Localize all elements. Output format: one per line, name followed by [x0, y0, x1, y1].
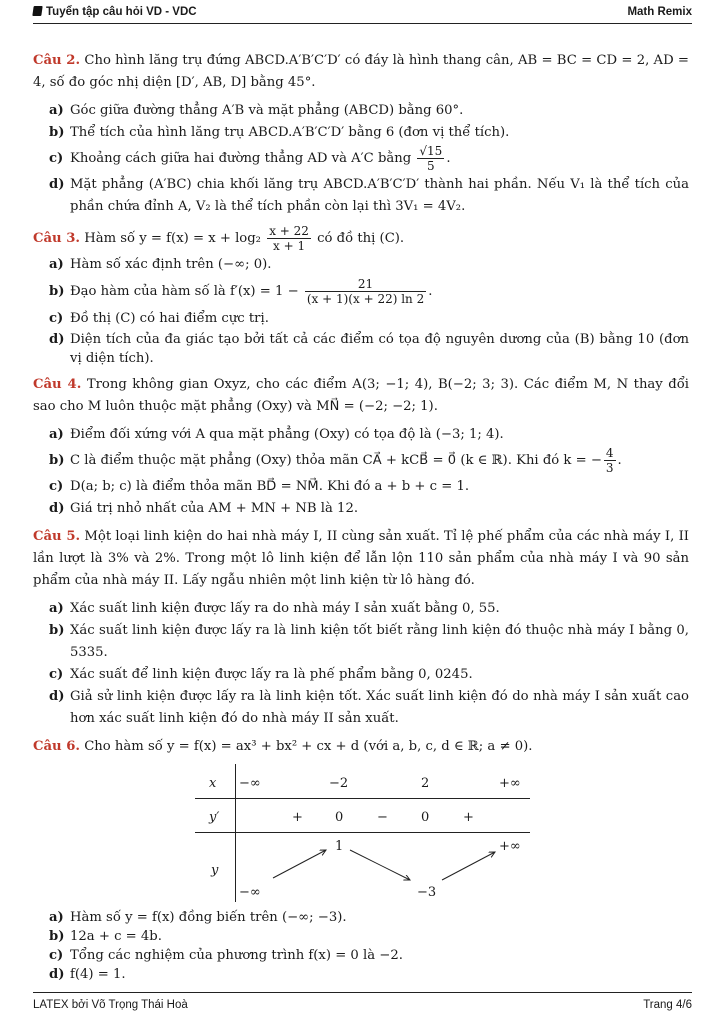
- option-b: b) C là điểm thuộc mặt phẳng (Oxy) thỏa mãn CA⃗ + kCB⃗ = 0⃗ (k ∈ ℝ). Khi đó k = − $\frac{4}{3}$ .: [49, 446, 622, 475]
- yprime-label: y′: [209, 810, 220, 825]
- option-a: a) Góc giữa đường thẳng A′B và mặt phẳng (ABCD) bằng 60°.: [49, 103, 464, 118]
- question-text: Cho hình lăng trụ đứng ABCD.A′B′C′D′ có đáy là hình thang cân, AB = BC = CD = 2, AD = 4, số đo góc nhị diện [D′, AB, D] bằng 45°.: [33, 53, 689, 90]
- x-value: −∞: [239, 776, 261, 791]
- footer-credit: LATEX bởi Võ Trọng Thái Hoà: [33, 999, 188, 1011]
- book-icon: [32, 6, 42, 16]
- x-value: +∞: [499, 776, 521, 791]
- option-a: a) Hàm số xác định trên (−∞; 0).: [49, 257, 272, 272]
- sign: +: [292, 810, 303, 825]
- option-a: a) Hàm số y = f(x) đồng biến trên (−∞; −3).: [49, 910, 347, 925]
- sign: +: [463, 810, 474, 825]
- arrow-decreasing: [350, 850, 410, 880]
- option-a: a) Điểm đối xứng với A qua mặt phẳng (Oxy) có tọa độ là (−3; 1; 4).: [49, 427, 504, 442]
- y-label: y: [211, 863, 219, 878]
- y-value: −3: [417, 885, 437, 900]
- document-body: [33, 50, 689, 984]
- x-label: x: [209, 776, 217, 791]
- option-c: c) Khoảng cách giữa hai đường thẳng AD và A′C bằng $\frac{√15}{5}$ .: [49, 144, 451, 173]
- fraction: $\frac{x + 22}{x + 1}$: [269, 224, 309, 253]
- option-c: c) Đồ thị (C) có hai điểm cực trị.: [49, 311, 269, 326]
- option-d: d) f(4) = 1.: [49, 967, 126, 982]
- arrow-increasing: [442, 852, 495, 880]
- arrow-increasing: [273, 850, 326, 878]
- question-label: Câu 2.: [33, 53, 81, 68]
- y-value: 1: [335, 839, 344, 854]
- variation-arrows: [195, 764, 530, 902]
- fraction: $\frac{√15}{5}$: [419, 144, 443, 173]
- header-rule: [33, 23, 692, 24]
- option-b: b) Xác suất linh kiện được lấy ra là linh kiện tốt biết rằng linh kiện đó thuộc nhà máy I bằng 0, 5335.: [49, 623, 689, 660]
- question-2: [33, 50, 689, 218]
- x-value: −2: [329, 776, 349, 791]
- fraction: $\frac{21}{(x + 1)(x + 22) \ln 2}$: [306, 277, 425, 306]
- question-5: Câu 5. Một loại linh kiện do hai nhà máy I, II cùng sản xuất. Tỉ lệ phế phẩm của các nhà máy I, II lần lượt là 3% và 2%. Trong một lô linh kiện để lẫn lộn 110 sản phẩm của nhà máy I và 90 sản phẩm của nhà máy II. Lấy ngẫu nhiên một linh kiện từ lô hàng đó. a) Xác suất linh kiện được lấy ra do nhà máy I sản xuất bằng 0, 55. b) Xác suất linh kiện được lấy ra là linh kiện tốt biết rằng linh kiện đó thuộc nhà máy I bằng 0, 5335. c) Xác suất để linh kiện được lấy ra là phế phẩm bằng 0, 0245. d) Giả sử linh kiện được lấy ra là linh kiện tốt. Xác suất linh kiện đó do nhà máy I sản xuất cao hơn xác suất linh kiện đó do nhà máy II sản xuất.: [33, 526, 689, 730]
- question-3: Câu 3. Hàm số y = f(x) = x + log₂ $\frac{x + 22}{x + 1}$ có đồ thị (C). a) Hàm số xác định trên (−∞; 0). b) Đạo hàm của hàm số là f′(x) = 1 − $\frac{21}{(x + 1)(x + 22) \ln 2}$ . c) Đồ thị (C) có hai điểm cực trị. d) Diện tích của đa giác tạo bởi tất cả các điểm có tọa độ nguyên dương của (B) bằng 10 (đơn vị diện tích).: [33, 224, 689, 366]
- page-number: Trang 4/6: [643, 999, 692, 1011]
- sign: −: [377, 810, 388, 825]
- option-b: b) 12a + c = 4b.: [49, 929, 162, 944]
- option-c: c) Xác suất để linh kiện được lấy ra là phế phẩm bằng 0, 0245.: [49, 667, 473, 682]
- y-value: +∞: [499, 839, 521, 854]
- zero: 0: [335, 810, 344, 825]
- page-header: [33, 6, 692, 22]
- question-label: Câu 3.: [33, 231, 80, 246]
- header-right: Math Remix: [627, 6, 692, 18]
- option-b: b) Thể tích của hình lăng trụ ABCD.A′B′C′D′ bằng 6 (đơn vị thể tích).: [49, 125, 510, 140]
- option-d: d) Giá trị nhỏ nhất của AM + MN + NB là 12.: [49, 501, 359, 516]
- question-6: Câu 6. Cho hàm số y = f(x) = ax³ + bx² + cx + d (với a, b, c, d ∈ ℝ; a ≠ 0). x −∞ −2 2 +∞ y′ + 0 − 0 + y −∞ 1 −3 +∞ a) Hàm số y = f(x) đồng biến trên (−∞; −3). b) 12a + c = 4b. c) Tổng các nghiệm của phương trình f(x) = 0 là −2. d) f(4) = 1.: [33, 736, 689, 984]
- footer-rule: [33, 992, 692, 993]
- question-label: Câu 4.: [33, 377, 82, 392]
- zero: 0: [421, 810, 430, 825]
- option-d: d) Mặt phẳng (A′BC) chia khối lăng trụ ABCD.A′B′C′D′ thành hai phần. Nếu V₁ là thể tích của phần chứa đỉnh A, V₂ là thể tích phần còn lại thì 3V₁ = 4V₂.: [49, 177, 689, 214]
- option-d: d) Diện tích của đa giác tạo bởi tất cả các điểm có tọa độ nguyên dương của (B) bằng 10 (đơn vị diện tích).: [49, 332, 689, 366]
- header-title: Tuyển tập câu hỏi VD - VDC: [33, 6, 197, 18]
- option-a: a) Xác suất linh kiện được lấy ra do nhà máy I sản xuất bằng 0, 55.: [49, 601, 500, 616]
- page-footer: [33, 999, 692, 1015]
- question-4: Câu 4. Trong không gian Oxyz, cho các điểm A(3; −1; 4), B(−2; 3; 3). Các điểm M, N thay đổi sao cho M luôn thuộc mặt phẳng (Oxy) và MN⃗ = (−2; −2; 1). a) Điểm đối xứng với A qua mặt phẳng (Oxy) có tọa độ là (−3; 1; 4). b) C là điểm thuộc mặt phẳng (Oxy) thỏa mãn CA⃗ + kCB⃗ = 0⃗ (k ∈ ℝ). Khi đó k = − $\frac{4}{3}$ . c) D(a; b; c) là điểm thỏa mãn BD⃗ = NM⃗. Khi đó a + b + c = 1. d) Giá trị nhỏ nhất của AM + MN + NB là 12.: [33, 374, 689, 520]
- x-value: 2: [421, 776, 430, 791]
- fraction: $\frac{4}{3}$: [605, 446, 614, 475]
- question-label: Câu 5.: [33, 529, 81, 544]
- option-c: c) D(a; b; c) là điểm thỏa mãn BD⃗ = NM⃗. Khi đó a + b + c = 1.: [49, 479, 470, 494]
- option-b: b) Đạo hàm của hàm số là f′(x) = 1 − $\frac{21}{(x + 1)(x + 22) \ln 2}$ .: [49, 277, 433, 306]
- question-label: Câu 6.: [33, 739, 80, 754]
- option-c: c) Tổng các nghiệm của phương trình f(x) = 0 là −2.: [49, 948, 403, 963]
- y-value: −∞: [239, 885, 261, 900]
- option-d: d) Giả sử linh kiện được lấy ra là linh kiện tốt. Xác suất linh kiện đó do nhà máy I sản xuất cao hơn xác suất linh kiện đó do nhà máy II sản xuất.: [49, 689, 689, 726]
- variation-table: [195, 764, 530, 902]
